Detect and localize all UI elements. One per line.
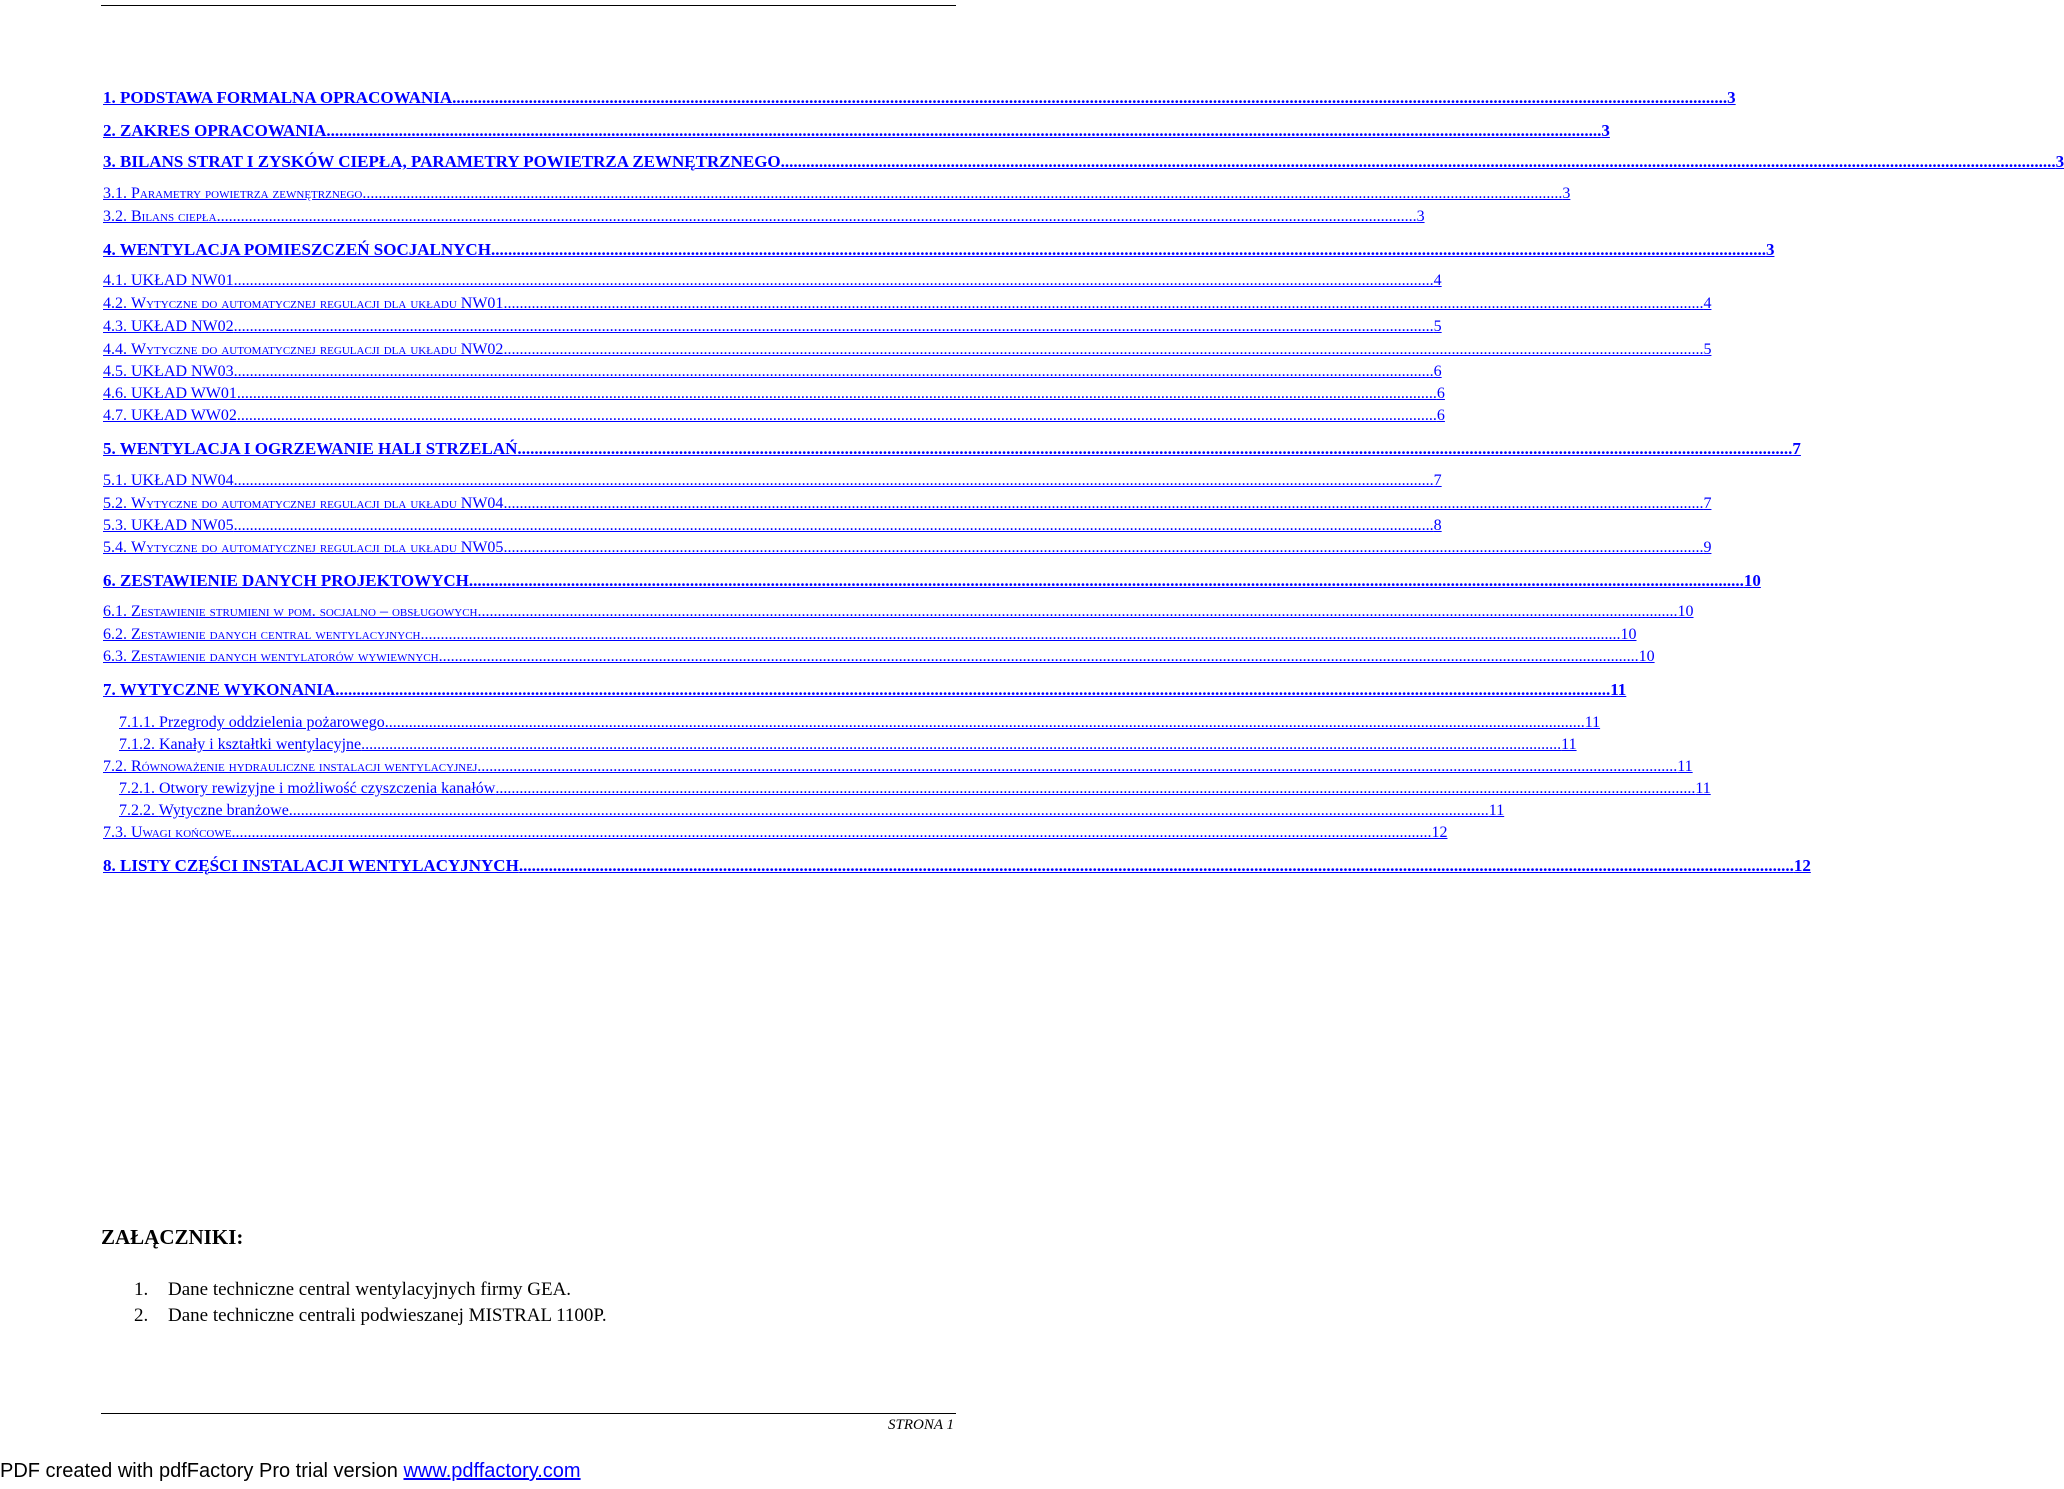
toc-entry-7-2-1[interactable] [119,780,1711,797]
toc-page-number: 10 [1743,571,1761,590]
toc-entry-7-3[interactable] [103,824,1448,841]
toc-leader: ............................................................................................................................................................................................................................................................................................................ [503,295,1704,312]
toc-entry-4-1[interactable] [103,272,1442,289]
toc-page-number: 12 [1793,856,1811,875]
toc-number: 6. [103,571,120,590]
toc-entry-3[interactable] [103,152,2064,171]
toc-number: 6.3. [103,648,131,665]
banner-text: PDF created with pdfFactory Pro trial version [0,1460,404,1482]
toc-page-number: 3 [1562,185,1571,202]
toc-entry-4-3[interactable] [103,318,1442,335]
toc-entry-5[interactable] [103,439,1801,458]
toc-title: ZAKRES OPRACOWANIA [120,121,327,140]
toc-number: 6.1. [103,603,131,620]
toc-leader: ............................................................................................................................................................................................................................................................................................................ [236,407,1437,424]
toc-title: UKŁAD NW01 [131,272,234,289]
toc-number: 4.7. [103,407,131,424]
toc-number: 4.3. [103,318,131,335]
toc-leader: ............................................................................................................................................................................................................................................................................................................ [326,121,1602,140]
toc-number: 3. [103,152,120,171]
toc-leader: ............................................................................................................................................................................................................................................................................................................ [452,88,1728,107]
toc-number: 5.3. [103,517,131,534]
toc-entry-5-4[interactable] [103,539,1712,556]
toc-title: Otwory rewizyjne i możliwość czyszczenia kanałów [159,780,496,797]
toc-leader: ............................................................................................................................................................................................................................................................................................................ [233,472,1434,489]
toc-page-number: 4 [1703,295,1712,312]
toc-leader: ............................................................................................................................................................................................................................................................................................................ [477,758,1678,775]
toc-page-number: 11 [1584,714,1601,731]
toc-entry-8[interactable] [103,856,1811,875]
toc-page-number: 11 [1561,736,1577,753]
toc-title: Zestawienie strumieni w pom. socjalno – obsługowych [131,603,478,620]
toc-title: Zestawienie danych central wentylacyjnych [131,626,421,643]
toc-title: WENTYLACJA I OGRZEWANIE HALI STRZELAŃ [119,439,518,458]
toc-entry-3-2[interactable] [103,208,1425,225]
toc-leader: ............................................................................................................................................................................................................................................................................................................ [231,824,1432,841]
toc-page-number: 6 [1436,407,1445,424]
toc-leader: ............................................................................................................................................................................................................................................................................................................ [503,341,1704,358]
toc-entry-4-4[interactable] [103,341,1712,358]
toc-leader: ............................................................................................................................................................................................................................................................................................................ [495,780,1696,797]
toc-number: 3.1. [103,185,131,202]
toc-number: 7. [103,680,120,699]
toc-number: 4. [103,240,120,259]
toc-leader: ............................................................................................................................................................................................................................................................................................................ [780,152,2056,171]
toc-entry-4-2[interactable] [103,295,1712,312]
attachment-item [134,1280,571,1299]
toc-number: 3.2. [103,208,131,225]
attachment-item [134,1306,607,1325]
toc-leader: ............................................................................................................................................................................................................................................................................................................ [468,571,1744,590]
toc-entry-4-5[interactable] [103,363,1442,380]
toc-page-number: 3 [1727,88,1736,107]
toc-entry-6[interactable] [103,571,1761,590]
toc-number: 7.2.1. [119,780,159,797]
toc-title: UKŁAD WW01 [131,385,237,402]
toc-page-number: 3 [1416,208,1425,225]
attachment-text: Dane techniczne central wentylacyjnych firmy GEA. [168,1279,572,1300]
toc-entry-6-1[interactable] [103,603,1694,620]
toc-page-number: 5 [1433,318,1442,335]
toc-leader: ............................................................................................................................................................................................................................................................................................................ [438,648,1639,665]
toc-title: UKŁAD NW03 [131,363,234,380]
toc-leader: ............................................................................................................................................................................................................................................................................................................ [233,318,1434,335]
toc-leader: ............................................................................................................................................................................................................................................................................................................ [216,208,1417,225]
toc-page-number: 9 [1703,539,1712,556]
toc-leader: ............................................................................................................................................................................................................................................................................................................ [477,603,1678,620]
toc-page-number: 12 [1431,824,1448,841]
toc-page-number: 7 [1703,495,1712,512]
toc-title: Wytyczne do automatycznej regulacji dla układu NW01 [131,295,504,312]
toc-title: WYTYCZNE WYKONANIA [119,680,336,699]
toc-title: WENTYLACJA POMIESZCZEŃ SOCJALNYCH [119,240,491,259]
toc-title: BILANS STRAT I ZYSKÓW CIEPŁA, PARAMETRY POWIETRZA ZEWNĘTRZNEGO [120,152,781,171]
toc-leader: ............................................................................................................................................................................................................................................................................................................ [236,385,1437,402]
toc-number: 5.2. [103,495,131,512]
attachments-heading: ZAŁĄCZNIKI: [101,1225,244,1249]
toc-page-number: 10 [1677,603,1694,620]
toc-page-number: 5 [1703,341,1712,358]
toc-title: UKŁAD NW02 [131,318,234,335]
toc-page-number: 10 [1620,626,1637,643]
toc-leader: ............................................................................................................................................................................................................................................................................................................ [518,856,1794,875]
toc-entry-7-1-2[interactable] [119,736,1577,753]
toc-entry-7[interactable] [103,680,1627,699]
toc-title: Wytyczne do automatycznej regulacji dla układu NW02 [131,341,504,358]
toc-page-number: 11 [1488,802,1505,819]
toc-leader: ............................................................................................................................................................................................................................................................................................................ [361,736,1562,753]
toc-number: 7.3. [103,824,131,841]
toc-title: ZESTAWIENIE DANYCH PROJEKTOWYCH [120,571,469,590]
toc-title: Równoważenie hydrauliczne instalacji wentylacyjnej [131,758,478,775]
attachment-text: Dane techniczne centrali podwieszanej MISTRAL 1100P. [168,1305,607,1326]
attachment-number: 2. [134,1305,149,1326]
toc-entry-4-7[interactable] [103,407,1445,424]
toc-leader: ............................................................................................................................................................................................................................................................................................................ [233,272,1434,289]
pdffactory-link[interactable]: www.pdffactory.com [403,1460,581,1482]
toc-page-number: 8 [1433,517,1442,534]
toc-entry-2[interactable] [103,121,1610,140]
toc-entry-5-2[interactable] [103,495,1712,512]
toc-page-number: 11 [1610,680,1627,699]
toc-title: Wytyczne do automatycznej regulacji dla układu NW05 [131,539,504,556]
toc-number: 8. [103,856,120,875]
toc-leader: ............................................................................................................................................................................................................................................................................................................ [503,495,1704,512]
toc-leader: ............................................................................................................................................................................................................................................................................................................ [490,240,1766,259]
toc-page-number: 4 [1433,272,1442,289]
toc-number: 4.4. [103,341,131,358]
toc-number: 4.1. [103,272,131,289]
toc-title: Zestawienie danych wentylatorów wywiewnych [131,648,439,665]
toc-entry-4-6[interactable] [103,385,1445,402]
toc-leader: ............................................................................................................................................................................................................................................................................................................ [233,517,1434,534]
toc-page-number: 7 [1433,472,1442,489]
toc-page-number: 7 [1792,439,1801,458]
toc-number: 7.2.2. [119,802,159,819]
toc-entry-7-2[interactable] [103,758,1693,775]
toc-page-number: 3 [1601,121,1610,140]
toc-page-number: 3 [2055,152,2064,171]
toc-entry-7-1-1[interactable] [119,714,1601,731]
footer-rule [101,1413,956,1414]
toc-leader: ............................................................................................................................................................................................................................................................................................................ [420,626,1621,643]
toc-number: 5.4. [103,539,131,556]
toc-title: Wytyczne do automatycznej regulacji dla układu NW04 [131,495,504,512]
toc-entry-5-1[interactable] [103,472,1442,489]
toc-entry-6-3[interactable] [103,648,1655,665]
toc-number: 1. [103,88,120,107]
toc-number: 5.1. [103,472,131,489]
toc-title: UKŁAD NW05 [131,517,234,534]
toc-title: Wytyczne branżowe [158,802,289,819]
toc-page-number: 11 [1677,758,1693,775]
toc-entry-3-1[interactable] [103,185,1571,202]
toc-title: Parametry powietrza zewnętrznego [131,185,363,202]
pdf-creator-banner [0,1461,581,1481]
toc-number: 7.2. [103,758,131,775]
toc-number: 4.5. [103,363,131,380]
toc-entry-5-3[interactable] [103,517,1442,534]
toc-page-number: 11 [1695,780,1711,797]
toc-title: UKŁAD WW02 [131,407,237,424]
toc-page-number: 3 [1765,240,1775,259]
table-of-contents [103,0,2064,880]
toc-leader: ............................................................................................................................................................................................................................................................................................................ [233,363,1434,380]
toc-number: 7.1.2. [119,736,159,753]
toc-entry-6-2[interactable] [103,626,1637,643]
toc-number: 4.6. [103,385,131,402]
toc-page-number: 10 [1638,648,1655,665]
toc-number: 6.2. [103,626,131,643]
toc-number: 4.2. [103,295,131,312]
toc-entry-7-2-2[interactable] [119,802,1505,819]
toc-number: 7.1.1. [119,714,159,731]
toc-leader: ............................................................................................................................................................................................................................................................................................................ [384,714,1585,731]
toc-title: Bilans ciepła [131,208,217,225]
toc-title: Uwagi końcowe [131,824,232,841]
toc-leader: ............................................................................................................................................................................................................................................................................................................ [288,802,1489,819]
attachment-number: 1. [134,1279,149,1300]
toc-number: 2. [103,121,120,140]
toc-page-number: 6 [1433,363,1442,380]
page-number-footer: STRONA 1 [888,1417,954,1433]
toc-leader: ............................................................................................................................................................................................................................................................................................................ [503,539,1704,556]
toc-leader: ............................................................................................................................................................................................................................................................................................................ [517,439,1793,458]
toc-leader: ............................................................................................................................................................................................................................................................................................................ [335,680,1611,699]
toc-title: LISTY CZĘŚCI INSTALACJI WENTYLACYJNYCH [120,856,519,875]
toc-page-number: 6 [1436,385,1445,402]
toc-entry-1[interactable] [103,88,1736,107]
toc-title: Przegrody oddzielenia pożarowego [159,714,385,731]
toc-leader: ............................................................................................................................................................................................................................................................................................................ [362,185,1563,202]
toc-number: 5. [103,439,120,458]
toc-title: UKŁAD NW04 [131,472,234,489]
toc-title: Kanały i kształtki wentylacyjne [159,736,362,753]
toc-title: PODSTAWA FORMALNA OPRACOWANIA [120,88,453,107]
toc-entry-4[interactable] [103,240,1775,259]
